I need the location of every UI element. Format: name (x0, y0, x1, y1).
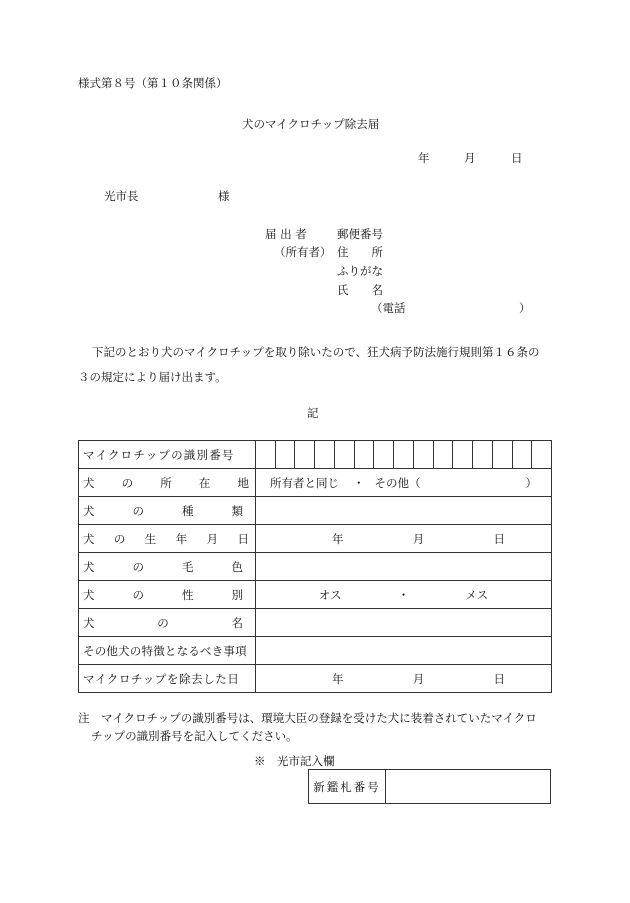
chip-digit-box[interactable] (472, 441, 492, 468)
phone-open: （電話 (371, 301, 406, 315)
row-features (79, 637, 552, 665)
dog-name-field[interactable] (256, 609, 552, 637)
breed-label: 犬 の 種 類 (83, 503, 243, 518)
chip-id-label: マイクロチップの識別番号 (83, 447, 235, 462)
office-use-table (308, 769, 551, 804)
row-birth (79, 525, 552, 553)
sex-dot: ・ (397, 587, 410, 602)
name-label: 氏 名 (337, 283, 383, 297)
address-label: 住 所 (337, 245, 383, 259)
chip-digit-box[interactable] (433, 441, 453, 468)
row-removal-date (79, 665, 552, 693)
features-label: その他犬の特徴となるべき事項 (83, 643, 247, 658)
row-dog-name (79, 609, 552, 637)
addressee-name: 光市長 (104, 189, 139, 203)
date-year: 年 (418, 151, 430, 165)
chip-digit-box[interactable] (314, 441, 334, 468)
removal-date-field[interactable]: 年 月 日 (256, 665, 552, 693)
body-text-line2: ３の規定により届け出ます。 (78, 370, 227, 384)
features-field[interactable] (256, 637, 552, 665)
row-breed (79, 497, 552, 525)
row-chip-id (79, 441, 552, 469)
chip-digit-box[interactable] (393, 441, 413, 468)
sex-label: 犬 の 性 別 (83, 587, 243, 602)
chip-digit-box[interactable] (294, 441, 314, 468)
chip-digit-box[interactable] (492, 441, 512, 468)
furigana-label: ふりがな (337, 264, 383, 278)
note-line2: チップの識別番号を記入してください。 (91, 729, 298, 743)
chip-digit-box[interactable] (531, 441, 551, 468)
chip-digit-box[interactable] (373, 441, 393, 468)
dog-name-label: 犬 の 名 (83, 615, 243, 630)
phone-close: ） (519, 301, 531, 315)
location-field[interactable] (256, 469, 552, 497)
chip-digit-box[interactable] (256, 441, 275, 468)
row-color (79, 553, 552, 581)
sex-male-option[interactable]: オス (318, 587, 342, 602)
office-heading: ※ 光市記入欄 (254, 754, 335, 768)
location-dot: ・ (353, 475, 365, 490)
addressee-honorific: 様 (218, 189, 230, 203)
row-location (79, 469, 552, 497)
dog-info-table (78, 440, 552, 693)
form-title: 犬のマイクロチップ除去届 (242, 117, 380, 131)
date-day: 日 (511, 151, 523, 165)
location-label: 犬 の 所 在 地 (83, 475, 249, 490)
new-tag-number-label: 新鑑札番号 (309, 770, 386, 804)
row-sex (79, 581, 552, 609)
date-month: 月 (464, 151, 476, 165)
note-line1: 注 マイクロチップの識別番号は、環境大臣の登録を受けた犬に装着されていたマイクロ (78, 711, 537, 725)
applicant-role-owner: （所有者） (274, 245, 332, 259)
postal-label: 郵便番号 (337, 227, 383, 241)
sex-field[interactable] (256, 581, 552, 609)
chip-id-boxes[interactable] (256, 441, 552, 469)
ki-heading: 記 (307, 406, 319, 420)
body-text-line1: 下記のとおり犬のマイクロチップを取り除いたので、狂犬病予防法施行規則第１６条の (92, 345, 540, 359)
location-other-option[interactable]: その他（ (374, 475, 421, 490)
birth-label: 犬 の 生 年 月 日 (83, 531, 249, 546)
chip-digit-box[interactable] (452, 441, 472, 468)
applicant-role: 届 出 者 (265, 227, 307, 241)
sex-female-option[interactable]: メス (465, 587, 489, 602)
chip-digit-box[interactable] (334, 441, 354, 468)
color-label: 犬 の 毛 色 (83, 559, 243, 574)
chip-digit-box[interactable] (275, 441, 295, 468)
birth-field[interactable]: 年 月 日 (256, 525, 552, 553)
color-field[interactable] (256, 553, 552, 581)
chip-digit-box[interactable] (413, 441, 433, 468)
new-tag-number-field[interactable] (386, 770, 551, 804)
form-number: 様式第８号（第１０条関係） (78, 76, 228, 90)
location-same-option[interactable]: 所有者と同じ (270, 475, 339, 490)
breed-field[interactable] (256, 497, 552, 525)
chip-digit-box[interactable] (512, 441, 532, 468)
chip-digit-box[interactable] (354, 441, 374, 468)
location-close: ） (525, 475, 537, 490)
removal-date-label: マイクロチップを除去した日 (83, 671, 240, 686)
